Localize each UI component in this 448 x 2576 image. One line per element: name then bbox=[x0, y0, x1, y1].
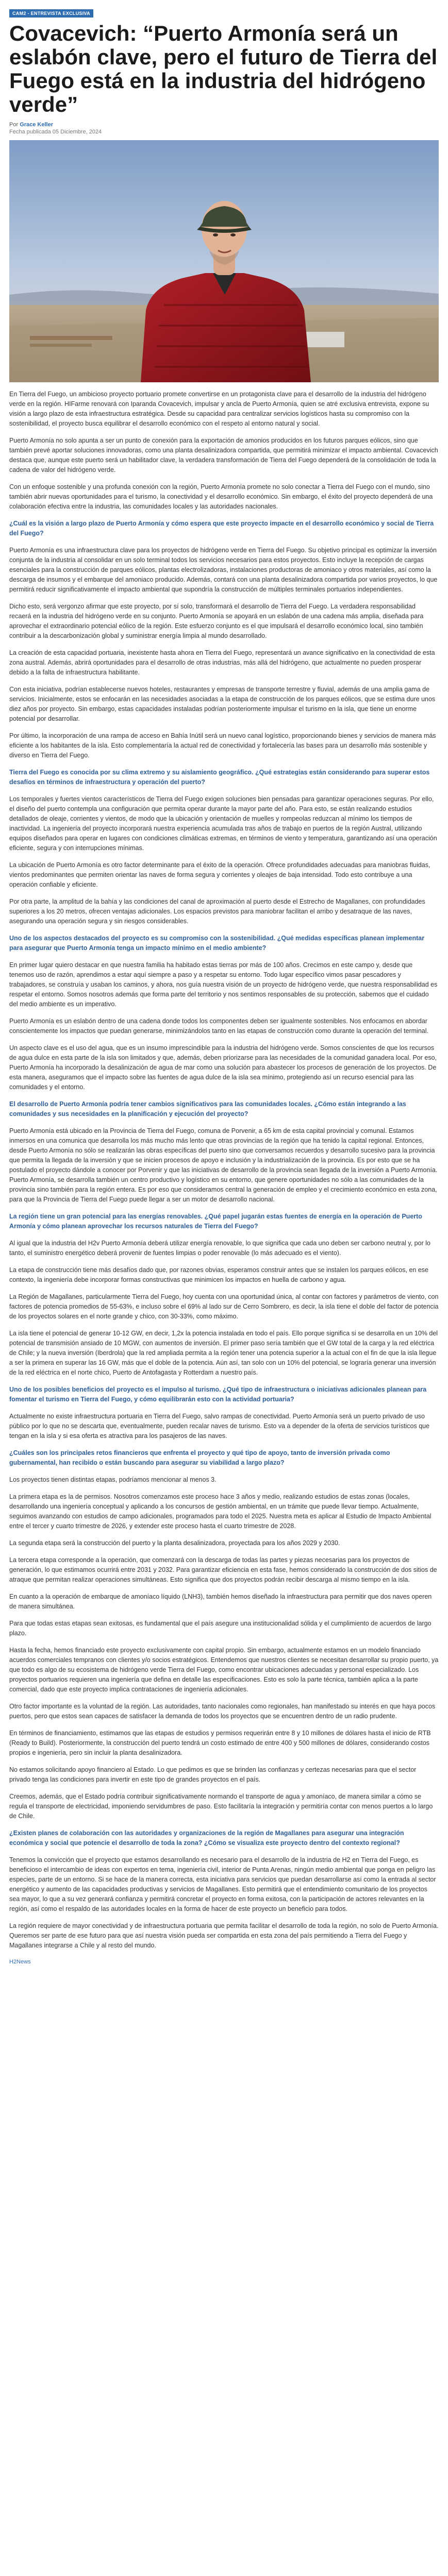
article-paragraph: Tenemos la convicción que el proyecto que estamos desarrollando es necesario para el desarrollo de la industria de H2 en Tierra del Fuego, es beneficioso el intercambio de ideas con expertos en tema, ingeniería civil, interior de Punta Arenas, ningún medio ambiental que ponga en peligro las especies, parte de un entorno. Si se hace de la manera correcta, esta iniciativa para servicios que puedan desarrollarse así como la entrada al sector energético y aumento de las capacidades productivas y servicios de Magallanes. Esto permitirá que el entendimiento comunitario de los proyectos sea mayor, lo que a su vez generará confianza y permitirá concretar el proyecto en forma exitosa, con la participación de actores relevantes en la región, así como el respaldo de las autoridades locales en la forma de hacer de este proyecto un beneficio para todos. bbox=[9, 1856, 436, 1912]
interview-question: Tierra del Fuego es conocida por su clima extremo y su aislamiento geográfico. ¿Qué estrategias están considerando para superar estos desafíos en términos de infraestructura y operación del puerto? bbox=[9, 769, 430, 786]
hero-photo bbox=[9, 140, 439, 382]
byline bbox=[9, 122, 439, 128]
article-paragraph: Dicho esto, será vergonzo afirmar que este proyecto, por sí solo, transformará el desarrollo de Tierra del Fuego. La verdadera responsabilidad recaerá en la industria del hidrógeno verde en su conjunto. Puerto Armonía se apoyará en un eslabón de una cadena más amplia, diseñada para aprovechar el extraordinario potencial eólico de la región. Este esfuerzo conjunto es el que impulsará el desarrollo económico local, sino también contribuir a la descarbonización global y suministrar energía limpia al mundo desarrollado. bbox=[9, 603, 424, 639]
article-paragraph: La primera etapa es la de permisos. Nosotros comenzamos este proceso hace 3 años y medio, realizando estudios de estas zonas (locales, desarrollando una ingeniería conceptual y aplicando a los concursos de gestión ambiental, en un trámite que puede llevar tiempo. Actualmente, seguimos avanzando con estudios de campo adicionales, programados para todo el 2025. Nuestra meta es aplicar al Estudio de Impacto Ambiental entre el tercer y cuarto trimestre de 2026, y extender este proceso hasta el cuarto trimestre de 2028. bbox=[9, 1493, 432, 1530]
article-paragraph: Hasta la fecha, hemos financiado este proyecto exclusivamente con capital propio. Sin embargo, actualmente estamos en un modelo financiado acuerdos comerciales tempranos con clientes y/o socios estratégicos. Entendemos que nuestros clientes se necesitan desarrollar su propio puerto, ya que todo es algo de su ecosistema de hidrógeno verde Tierra del Fuego, como encontrar ubicaciones adecuadas y personal especializado. Los proyectos portuarios requieren una ingeniería que defina en detalle las especificaciones. Esto es solo la parte técnica, también aplica a la parte comercial, dado que este proyecto implica contrataciones de ingeniería adicionales. bbox=[9, 1647, 439, 1693]
article-paragraph: Con un enfoque sostenible y una profunda conexión con la región, Puerto Armonía promete no solo conectar a Tierra del Fuego con el mundo, sino también abrir nuevas oportunidades para el turismo, la conectividad y el desarrollo económico. Sin embargo, el éxito del proyecto dependerá de una colaboración efectiva entre la industria, las comunidades locales y las autoridades nacionales. bbox=[9, 483, 433, 510]
article-paragraph: Creemos, además, que el Estado podría contribuir significativamente normando el transporte de agua y amoníaco, de manera similar a cómo se regula el transporte de electricidad, imponiendo servidumbres de paso. Esto facilitaría la integración y permitiría contar con menos puertos a lo largo de Chile. bbox=[9, 1793, 433, 1820]
article-paragraph: Otro factor importante es la voluntad de la región. Las autoridades, tanto nacionales como regionales, han manifestado su interés en que haya pocos puertos, pero que estos sean capaces de satisfacer la demanda de todos los proyectos que se encuentren dentro de un radio prudente. bbox=[9, 1703, 436, 1720]
interview-question: Uno de los posibles beneficios del proyecto es el impulso al turismo. ¿Qué tipo de infraestructura o iniciativas adicionales planean para fomentar el turismo en Tierra del Fuego, y cómo equilibrarán esto con la actividad portuaria? bbox=[9, 1386, 427, 1403]
article-paragraph: Los temporales y fuertes vientos característicos de Tierra del Fuego exigen soluciones bien pensadas para garantizar operaciones seguras. Por ello, el diseño del puerto contempla una configuración que permita operar durante la mayor parte del año. Para esto, se están realizando estudios detallados de oleaje, corrientes y vientos, de modo que la ubicación y orientación de muelles y rompeolas reduzcan al mínimo los tiempos de inactividad. La ingeniería del proyecto incorporará nuestra experiencia acumulada tras años de trabajo en puertos de la región Austral, utilizando equipos diseñados para operar en lugares con condiciones climáticas extremas, en términos de viento y temperatura, garantizando así una operación eficiente, segura y con interrupciones mínimas. bbox=[9, 795, 437, 852]
interview-question: La región tiene un gran potencial para las energías renovables. ¿Qué papel jugarán estas fuentes de energía en la operación de Puerto Armonía y cómo planean aprovechar los recursos naturales de Tierra del Fuego? bbox=[9, 1213, 422, 1230]
footer-tags bbox=[9, 1959, 439, 1965]
article-paragraph: La etapa de construcción tiene más desafíos dado que, por razones obvias, esperamos construir antes que se instalen los parques eólicos, en ese contexto, la ingeniería debe incorporar formas constructivas que minimicen los impactos en huella de carbono y agua. bbox=[9, 1266, 428, 1283]
author-link[interactable]: Grace Keller bbox=[20, 122, 54, 128]
interview-question: El desarrollo de Puerto Armonía podría tener cambios significativos para las comunidades locales. ¿Cómo están integrando a las comunidades y sus necesidades en la planificación y ejecución del proyecto? bbox=[9, 1100, 406, 1117]
article-body bbox=[9, 389, 439, 1951]
publish-date: Fecha publicada 05 Diciembre, 2024 bbox=[9, 129, 102, 135]
article-paragraph: La tercera etapa corresponde a la operación, que comenzará con la descarga de todas las partes y piezas necesarias para los proyectos de generación, lo que estimamos ocurrirá entre 2031 y 2032. Para garantizar eficiencia en esta fase, hemos considerado la construcción de dos sitios de atraque que permitan realizar operaciones simultáneas. Esto significa que dos proyectos podrán recibir descarga al mismo tiempo en la isla. bbox=[9, 1556, 437, 1583]
article-paragraph: Por otra parte, la amplitud de la bahía y las condiciones del canal de aproximación al puerto desde el Estrecho de Magallanes, con profundidades superiores a los 20 metros, ofrecen ventajas adicionales. Los espacios previstos para maniobrar facilitan el arribo y desatraque de las naves, asegurando una operación segura y sin riesgos considerables. bbox=[9, 898, 425, 925]
interview-question: Uno de los aspectos destacados del proyecto es su compromiso con la sostenibilidad. ¿Qué medidas específicas planean implementar para asegurar que Puerto Armonía tenga un impacto mínimo en el medio ambiente? bbox=[9, 935, 425, 952]
article-paragraph: En Tierra del Fuego, un ambicioso proyecto portuario promete convertirse en un protagonista clave para el desarrollo de la industria del hidrógeno verde en la región. HIFarme renovará con Iparanda Covacevich, impulsar y ancla de Puerto Armonía, quien se atré exclusiva entrevista, expone su visión a largo plazo de esta infraestructura estratégica. Desde su capacidad para centralizar servicios logísticos hasta su compromiso con la sostenibilidad, el proyecto busca equilibrar el desarrollo económico con el respeto al entorno natural y social. bbox=[9, 391, 429, 427]
article-paragraph: La segunda etapa será la construcción del puerto y la planta desalinizadora, proyectada para los años 2029 y 2030. bbox=[9, 1539, 340, 1547]
interview-question: ¿Existen planes de colaboración con las autoridades y organizaciones de la región de Magallanes para asegurar una integración económica y social que potencie el desarrollo de toda la zona? ¿Cómo se visualiza este proyecto dentro del contexto regional? bbox=[9, 1829, 404, 1846]
hero-photo-illustration bbox=[9, 140, 439, 382]
article-paragraph: La isla tiene el potencial de generar 10-12 GW, en decir, 1,2x la potencia instalada en todo el país. Ello porque significa si se desarrolla en un 10% del potencial de transmisión ansiado de 10 MGW, con aumentos de inversión. El primer paso sería también que el GW total de la carga y la red eléctrica de Chile; y la nueva inversión (Iberdrola) que la red ampliada permita a la región tener una potencia superior a la actual con el fin de que la isla llegue a ser la primera en superar las 16 GW, más que el doble de la potencia. Aún así, tan solo con un 10% del potencial, se lograría generar una inversión de la red eléctrica en el norte chico, Puerto de Antofagasta y Rotterdam a nuestro país. bbox=[9, 1330, 438, 1376]
article-paragraph: Puerto Armonía es un eslabón dentro de una cadena donde todos los componentes deben ser igualmente sostenibles. Nos enfocamos en abordar conscientemente los impactos que puedan generarse, minimizándolos tanto en las etapas de construcción como durante la operación del terminal. bbox=[9, 1018, 428, 1035]
category-tag[interactable]: CAM2 - ENTREVISTA EXCLUSIVA bbox=[9, 9, 93, 18]
article-paragraph: Puerto Armonía está ubicado en la Provincia de Tierra del Fuego, comuna de Porvenir, a 65 km de esta capital provincial y comunal. Estamos inmersos en una comunica que desarrolla los más mucho más lento que otras provincias de la región que ha tenido la capital regional. Entonces, desde Puerto Armonía no sólo se realizarán las obras específicas del puerto sino que conversamos recuerdos y desarrollo sucesivo para la provincia que permita la llegada de la inversión y que se inicien procesos de apoyo e inclusión y la industrialización de la provincia. Es por esto que se ha postulado el proyecto dándole a conocer por Porvenir y que las iniciativas de desarrollo de la provincia sean llegada de la inversión a Puerto Armonía. Puerto Armonía, se desarrolla también un centro productivo y logístico en su entorno, que genere oportunidades no sólo a las comunidades de la provincia sino también para la región entera. Es por eso que consideramos central la generación de empleo y el crecimiento económico en esta zona, para que la Provincia de Tierra del Fuego puede llegar a ser un motor de desarrollo nacional. bbox=[9, 1127, 438, 1203]
footer-tag[interactable]: H2News bbox=[9, 1959, 31, 1965]
byline-prefix: Por bbox=[9, 122, 19, 128]
article-paragraph: En primer lugar quiero destacar en que nuestra familia ha habitado estas tierras por más de 100 años. Crecimos en este campo y, desde que tenemos uso de razón, aprendimos a estar aquí siempre a paso y a respetar su entorno. Todo lugar específico vimos pasar pescadores y trabajadores, se construía y usaban los caminos, y ahora, nos guía nuestra visión de un proyecto de hidrógeno verde, que nuestra responsabilidad es respetar el entorno. Somos nosotros además que forma parte del territorio y nos sentimos responsables de su protección, sabemos que el cuidado del medio ambiente es un imperativo. bbox=[9, 961, 438, 1008]
article-paragraph: Para que todas estas etapas sean exitosas, es fundamental que el país asegure una institucionalidad sólida y el cumplimiento de acuerdos de largo plazo. bbox=[9, 1620, 432, 1637]
article-paragraph: Un aspecto clave es el uso del agua, que es un insumo imprescindible para la industria del hidrógeno verde. Somos conscientes de que los recursos de agua dulce en esta parte de la isla son limitados y que, además, deben priorizarse para las necesidades de la comunidad ganadera local. Por eso, Puerto Armonía ha incorporado la desalinización de agua de mar como una solución para abastecer los procesos de generación de los proyectos. De esta manera, aseguramos que el impacto sobre las fuentes de agua dulce de la isla sea mínimo, protegiendo así un recurso esencial para las comunidades y el entorno. bbox=[9, 1044, 437, 1091]
article-paragraph: Puerto Armonía es una infraestructura clave para los proyectos de hidrógeno verde en Tierra del Fuego. Su objetivo principal es optimizar la inversión conjunta de la industria al consolidar en un solo terminal todos los servicios necesarios para estos proyectos. Esto incluye la recepción de cargas esenciales para la construcción de parques eólicos, plantas electrolizadoras, instalaciones productoras de amoniaco y otros materiales, así como la descarga de insumos y el embarque del amoniaco producido. Además, contará con una planta desalinizadora compartida por varios proyectos, lo que permitirá reducir significativamente el impacto ambiental que supondría la construcción de múltiples terminales portuarios independientes. bbox=[9, 547, 438, 593]
article-paragraph: La creación de esta capacidad portuaria, inexistente hasta ahora en Tierra del Fuego, representará un avance significativo en la conectividad de esta zona austral. Además, abrirá oportunidades para el desarrollo de otras industrias, más allá del hidrógeno, que actualmente no pueden prosperar debido a la falta de infraestructura habilitante. bbox=[9, 649, 435, 676]
article-paragraph: En términos de financiamiento, estimamos que las etapas de estudios y permisos requerirán entre 8 y 10 millones de dólares hasta el inicio de RTB (Ready to Build). Posteriormente, la construcción del puerto tendrá un costo estimado de entre 400 y 500 millones de dólares, considerando costos propios e ingeniería, pero sin incluir la planta desalinizadora. bbox=[9, 1730, 431, 1756]
article-paragraph: Actualmente no existe infraestructura portuaria en Tierra del Fuego, salvo rampas de conectividad. Puerto Armonía será un puerto privado de uso público por lo que no se descarta que, eventualmente, pueden recalar naves de turismo. Esto va a depender de la oferta de servicios turísticos que tengan en la isla y si esa oferta es atractiva para los pasajeros de las naves. bbox=[9, 1413, 430, 1439]
article-paragraph: Al igual que la industria del H2v Puerto Armonía deberá utilizar energía renovable, lo que significa que cada uno deben ser carbono neutral y, por lo tanto, el suministro energético deberá provenir de fuentes limpias o poder renovable (lo más adecuado es el viento). bbox=[9, 1240, 430, 1257]
article-paragraph: En cuanto a la operación de embarque de amoníaco líquido (LNH3), también hemos diseñado la infraestructura para permitir que dos naves operen de manera simultánea. bbox=[9, 1593, 432, 1610]
article-paragraph: La región requiere de mayor conectividad y de infraestructura portuaria que permita facilitar el desarrollo de toda la región, no solo de Puerto Armonía. Queremos ser parte de ese futuro para que así nuestra visión pueda ser compartida en esta zona del país permitiendo a Tierra del Fuego y Magallanes integrarse a Chile y al resto del mundo. bbox=[9, 1922, 439, 1949]
article-title: Covacevich: “Puerto Armonía será un eslabón clave, pero el futuro de Tierra del Fuego está en la industria del hidrógeno verde” bbox=[9, 21, 438, 116]
interview-question: ¿Cuáles son los principales retos financieros que enfrenta el proyecto y qué tipo de apoyo, tanto de inversión privada como gubernamental, han recibido o están buscando para asegurar su viabilidad a largo plazo? bbox=[9, 1449, 390, 1466]
article-paragraph: Por último, la incorporación de una rampa de acceso en Bahía Inútil será un nuevo canal logístico, proporcionando bienes y servicios de manera más eficiente a los habitantes de la isla. Esto complementaría la actual red de conectividad y fortalecería las bases para un desarrollo más sostenible y diverso en Tierra del Fuego. bbox=[9, 732, 436, 759]
article-paragraph: Los proyectos tienen distintas etapas, podríamos mencionar al menos 3. bbox=[9, 1476, 217, 1483]
interview-question: ¿Cuál es la visión a largo plazo de Puerto Armonía y cómo espera que este proyecto impacte en el desarrollo económico y social de Tierra del Fuego? bbox=[9, 520, 434, 537]
article-paragraph: La ubicación de Puerto Armonía es otro factor determinante para el éxito de la operación. Ofrece profundidades adecuadas para maniobras fluidas, vientos predominantes que permiten orientar las naves de forma segura y corrientes y oleajes de baja intensidad. Todo esto contribuye a una operación confiable y eficiente. bbox=[9, 861, 430, 888]
article-paragraph: La Región de Magallanes, particularmente Tierra del Fuego, hoy cuenta con una oportunidad única, al contar con factores y parámetros de viento, con factores de potencia promedios de 55-63%, e incluso sobre el 69% al lado sur de Cerro Sombrero, es decir, la isla tiene el doble del factor de potencia de los proyectos solares en el norte grande y chico, con 30-33%, como máximo. bbox=[9, 1293, 439, 1320]
article-paragraph: No estamos solicitando apoyo financiero al Estado. Lo que pedimos es que se brinden las confianzas y certezas necesarias para que el sector privado tenga las condiciones para invertir en este tipo de grandes proyectos en el país. bbox=[9, 1766, 417, 1783]
article-paragraph: Puerto Armonía no solo apunta a ser un punto de conexión para la exportación de amonios producidos en los futuros parques eólicos, sino que también prevé aportar soluciones innovadoras, como una planta desalinizadora compartida, que permitirá minimizar el impacto ambiental. Covacevich destaca que, aunque este puerto será un habilitador clave, la verdadera transformación de Tierra del Fuego dependerá de la consolidación de toda la cadena de valor del hidrógeno verde. bbox=[9, 437, 438, 473]
article-paragraph: Con esta iniciativa, podrían establecerse nuevos hoteles, restaurantes y empresas de transporte terrestre y fluvial, además de una amplia gama de servicios. Inicialmente, estos se enfocarán en las necesidades asociadas a la etapa de construcción de los parques eólicos, que se estima dure unos diez años por proyecto. Sin embargo, estas capacidades instaladas podrían posteriormente impulsar el turismo en la isla, que tiene un enorme potencial por desarrollar. bbox=[9, 686, 436, 722]
